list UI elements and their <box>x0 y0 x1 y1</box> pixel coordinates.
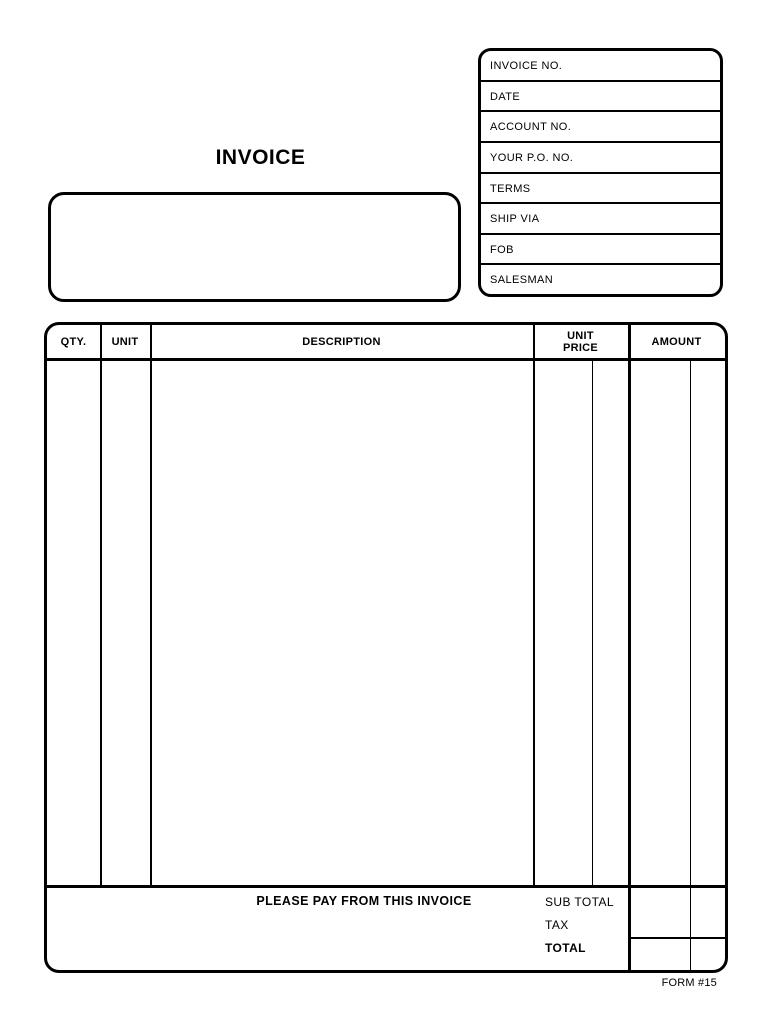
column-header-amount <box>628 325 725 358</box>
tax-label: TAX <box>545 918 569 932</box>
column-header-unit-price <box>533 325 628 358</box>
column-header-label-line1: UNIT <box>567 329 594 342</box>
column-header-label: QTY. <box>60 335 87 348</box>
info-field-label: ACCOUNT NO. <box>490 121 572 134</box>
info-field-fob[interactable] <box>481 235 720 266</box>
pay-note: PLEASE PAY FROM THIS INVOICE <box>256 894 472 908</box>
column-header-label-line2: PRICE <box>562 341 599 354</box>
totals-divider-line <box>47 885 725 888</box>
total-amount-cell[interactable] <box>631 939 725 970</box>
subtotal-label: SUB TOTAL <box>545 895 614 909</box>
invoice-info-box <box>478 48 723 297</box>
info-field-account-no[interactable] <box>481 112 720 143</box>
info-field-date[interactable] <box>481 82 720 113</box>
customer-address-box[interactable] <box>48 192 461 302</box>
form-number: FORM #15 <box>661 977 717 989</box>
column-header-unit <box>100 325 150 358</box>
info-field-salesman[interactable] <box>481 265 720 294</box>
info-field-invoice-no[interactable] <box>481 51 720 82</box>
column-header-label: AMOUNT <box>651 335 702 348</box>
info-field-your-po-no[interactable] <box>481 143 720 174</box>
info-field-ship-via[interactable] <box>481 204 720 235</box>
column-header-description <box>150 325 533 358</box>
info-field-label: TERMS <box>490 182 531 195</box>
unit-input-area[interactable] <box>102 361 150 885</box>
column-header-label: DESCRIPTION <box>302 335 381 348</box>
column-header-qty <box>47 325 100 358</box>
qty-input-area[interactable] <box>47 361 100 885</box>
page-title: INVOICE <box>215 146 306 169</box>
subtotal-tax-amount-cell[interactable] <box>631 888 725 937</box>
unit-price-input-area[interactable] <box>535 361 628 885</box>
info-field-label: FOB <box>490 243 514 256</box>
info-field-label: INVOICE NO. <box>490 60 563 72</box>
info-field-label: SHIP VIA <box>490 213 540 226</box>
column-header-label: UNIT <box>111 335 139 348</box>
description-input-area[interactable] <box>152 361 533 885</box>
info-field-label: YOUR P.O. NO. <box>490 151 574 164</box>
total-label: TOTAL <box>545 941 586 955</box>
info-field-label: DATE <box>490 90 521 103</box>
line-items-table <box>44 322 728 973</box>
info-field-label: SALESMAN <box>490 274 554 287</box>
info-field-terms[interactable] <box>481 174 720 205</box>
amount-input-area[interactable] <box>631 361 725 885</box>
